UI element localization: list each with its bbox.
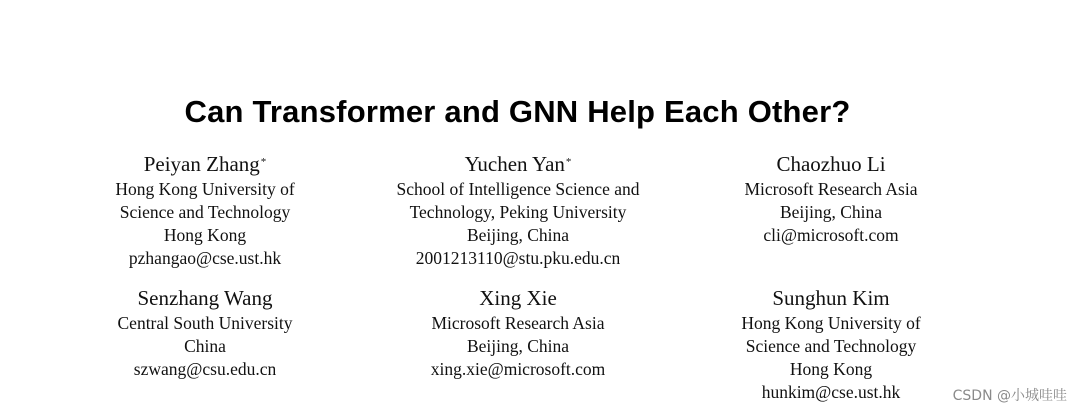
author-name-text: Yuchen Yan	[464, 152, 565, 176]
author-location: Beijing, China	[779, 202, 883, 222]
equal-contribution-mark: *	[260, 156, 267, 168]
author-affiliation: Microsoft Research Asia	[744, 179, 918, 199]
author-name: Senzhang Wang	[137, 286, 273, 310]
author-affiliation: Science and Technology	[119, 202, 291, 222]
author-affiliation: Technology, Peking University	[409, 202, 627, 222]
author-affiliation: Microsoft Research Asia	[431, 313, 605, 333]
author-name	[55, 150, 355, 178]
author-affiliation: Hong Kong University of	[115, 179, 295, 199]
author-email: pzhangao@cse.ust.hk	[128, 248, 282, 268]
author-location: Hong Kong	[789, 359, 873, 379]
author-email: szwang@csu.edu.cn	[133, 359, 277, 379]
author-location: China	[184, 336, 226, 356]
author-block-sunghun-kim	[681, 284, 981, 404]
author-block-chaozhuo-li	[681, 150, 981, 247]
author-name: Sunghun Kim	[772, 286, 890, 310]
author-email: hunkim@cse.ust.hk	[761, 382, 901, 402]
equal-contribution-mark: *	[565, 156, 572, 168]
author-block-yuchen-yan	[368, 150, 668, 270]
csdn-watermark: CSDN @小城哇哇	[952, 388, 1067, 404]
author-email: 2001213110@stu.pku.edu.cn	[415, 248, 621, 268]
author-affiliation: Central South University	[117, 313, 293, 333]
author-location: Hong Kong	[163, 225, 247, 245]
author-block-peiyan-zhang	[55, 150, 355, 270]
author-location: Beijing, China	[466, 336, 570, 356]
author-block-senzhang-wang	[55, 284, 355, 381]
author-block-xing-xie	[368, 284, 668, 381]
author-name	[368, 150, 668, 178]
author-affiliation: Science and Technology	[745, 336, 917, 356]
author-affiliation: School of Intelligence Science and	[396, 179, 640, 199]
author-name: Xing Xie	[479, 286, 557, 310]
author-email: xing.xie@microsoft.com	[430, 359, 606, 379]
author-name: Chaozhuo Li	[776, 152, 886, 176]
author-affiliation: Hong Kong University of	[741, 313, 921, 333]
author-location: Beijing, China	[466, 225, 570, 245]
author-name-text: Peiyan Zhang	[143, 152, 260, 176]
paper-title: Can Transformer and GNN Help Each Other?	[184, 94, 851, 129]
author-email: cli@microsoft.com	[763, 225, 899, 245]
